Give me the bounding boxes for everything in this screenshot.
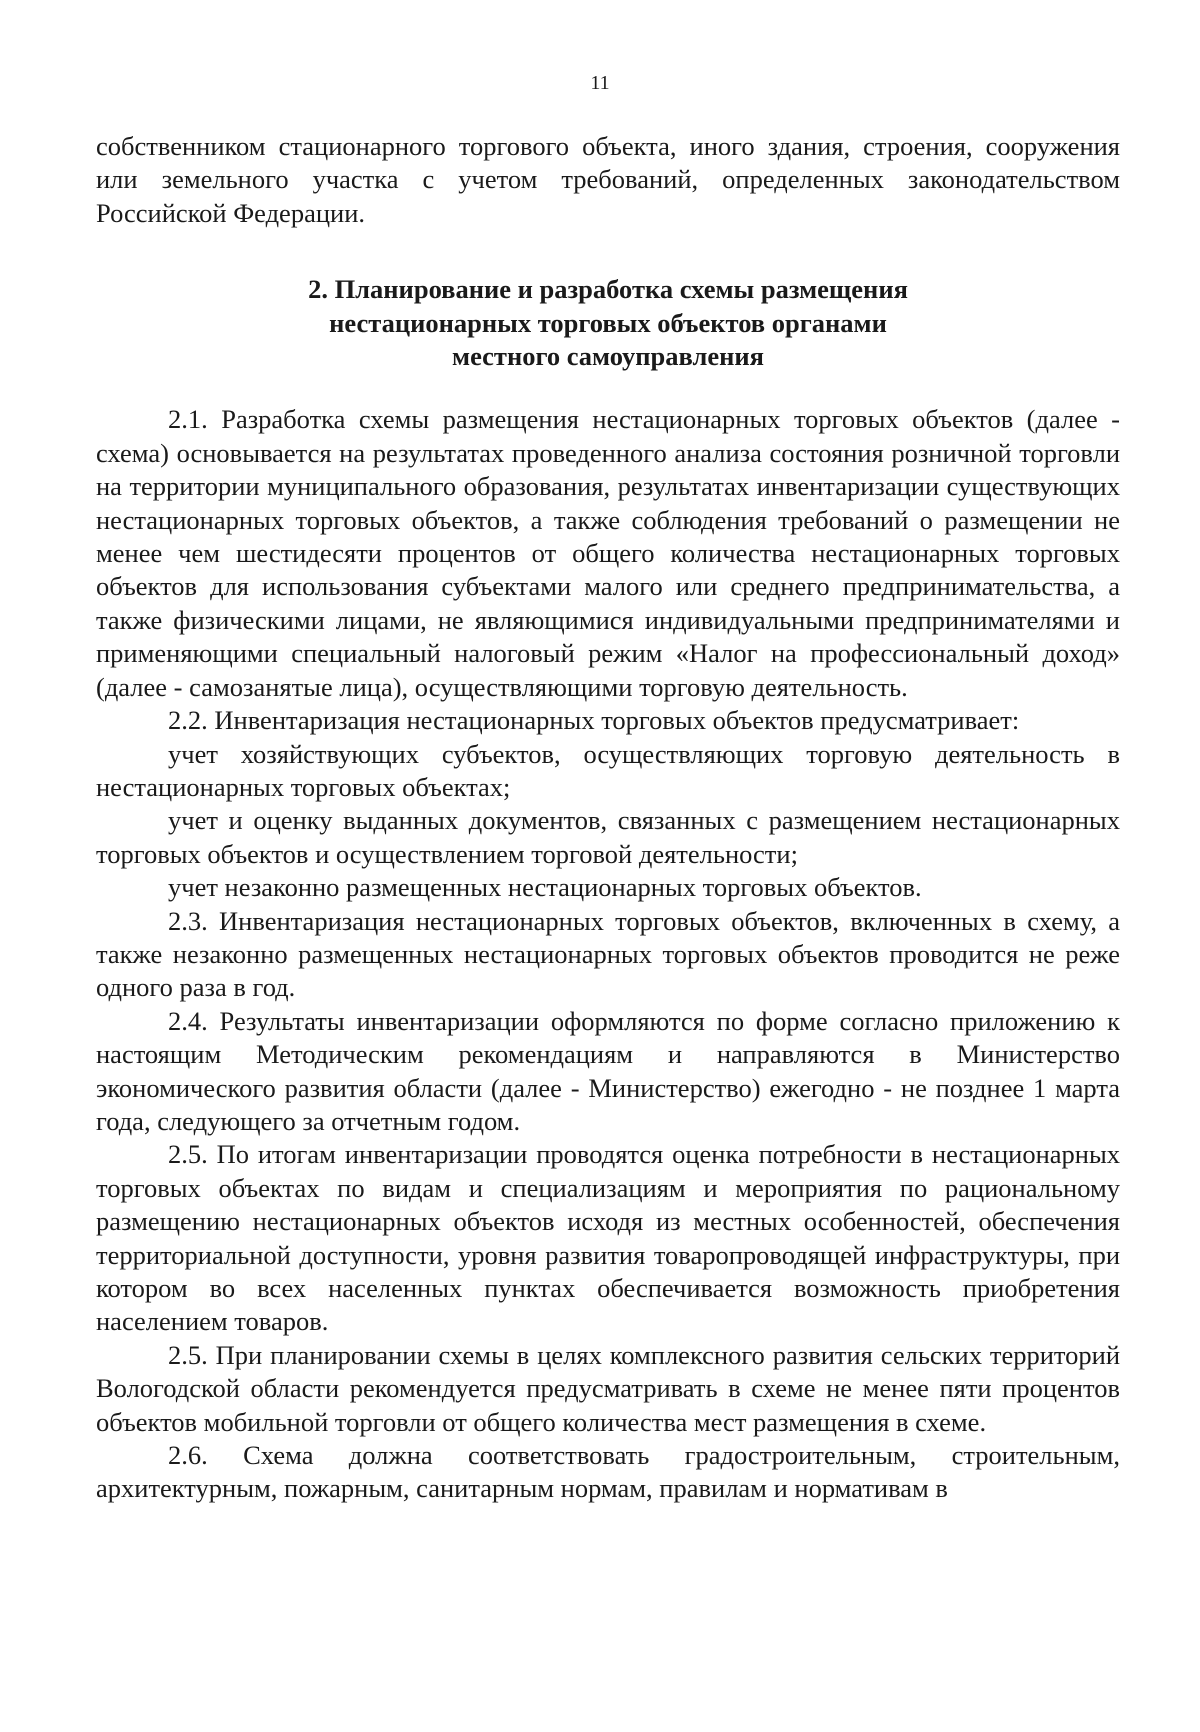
section-heading-line-2: нестационарных торговых объектов органами [329,307,887,338]
section-heading [96,273,1120,373]
paragraph-2-4: 2.4. Результаты инвентаризации оформляются по форме согласно приложению к настоящим Методическим рекомендациям и направляются в Министерство экономического развития области (далее - Министерство) ежегодно - не позднее 1 марта года, следующего за отчетным годом. [96,1005,1120,1136]
section-heading-line-1: 2. Планирование и разработка схемы размещения [308,274,908,305]
paragraph-2-2-item-1: учет хозяйствующих субъектов, осуществляющих торговую деятельность в нестационарных торговых объектах; [96,738,1120,802]
paragraph-2-1: 2.1. Разработка схемы размещения нестационарных торговых объектов (далее - схема) основывается на результатах проведенного анализа состояния розничной торговли на территории муниципального образования, результатах инвентаризации существующих нестационарных торговых объектов, а также соблюдения требований о размещении не менее чем шестидесяти процентов от общего количества нестационарных торговых объектов для использования субъектами малого или среднего предпринимательства, а также физическими лицами, не являющимися индивидуальными предпринимателями и применяющими специальный налоговый режим «Налог на профессиональный доход» (далее - самозанятые лица), осуществляющими торговую деятельность. [96,404,1120,702]
section-heading-line-3: местного самоуправления [452,341,764,372]
intro-paragraph: собственником стационарного торгового объекта, иного здания, строения, сооружения или земельного участка с учетом требований, определенных законодательством Российской Федерации. [96,131,1120,228]
paragraph-2-5-a: 2.5. По итогам инвентаризации проводятся оценка потребности в нестационарных торговых объектах по видам и специализациям и мероприятия по рациональному размещению нестационарных объектов исходя из местных особенностей, обеспечения территориальной доступности, уровня развития товаропроводящей инфраструктуры, при котором во всех населенных пунктах обеспечивается возможность приобретения населением товаров. [96,1139,1120,1337]
page-number: 11 [590,72,610,94]
paragraph-2-2-item-2: учет и оценку выданных документов, связанных с размещением нестационарных торговых объектов и осуществлением торговой деятельности; [96,805,1120,869]
paragraph-2-3: 2.3. Инвентаризация нестационарных торговых объектов, включенных в схему, а также незаконно размещенных нестационарных торговых объектов проводится не реже одного раза в год. [96,905,1120,1003]
paragraph-2-2: 2.2. Инвентаризация нестационарных торговых объектов предусматривает: [168,705,1020,736]
paragraph-2-5-b: 2.5. При планировании схемы в целях комплексного развития сельских территорий Вологодской области рекомендуется предусматривать в схеме не менее пяти процентов объектов мобильной торговли от общего количества мест размещения в схеме. [96,1339,1120,1437]
paragraph-2-6: 2.6. Схема должна соответствовать градостроительным, строительным, архитектурным, пожарным, санитарным нормам, правилам и нормативам в [96,1440,1120,1504]
paragraph-2-2-item-3: учет незаконно размещенных нестационарных торговых объектов. [168,872,922,903]
document-body [96,130,1120,1506]
